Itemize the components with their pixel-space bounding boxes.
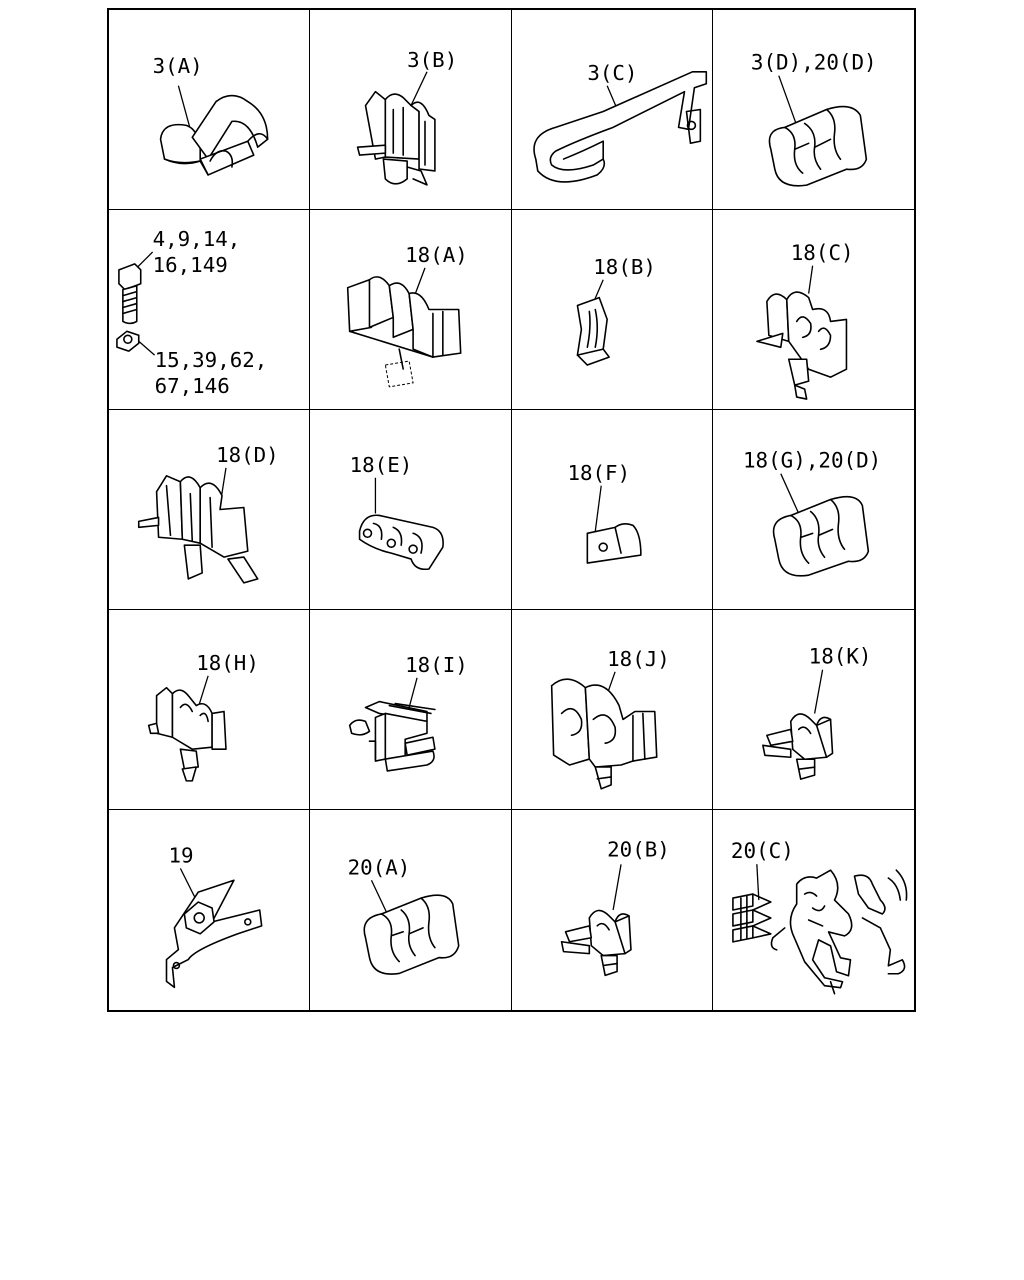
part-cell-19	[109, 810, 310, 1010]
part-cell-18j	[512, 610, 713, 810]
part-label: 18(J)	[606, 646, 670, 671]
part-cell-20b	[512, 810, 713, 1010]
part-label: 20(A)	[347, 855, 411, 880]
part-cell-18i	[310, 610, 511, 810]
part-cell-20a	[310, 810, 511, 1010]
part-cell-18e	[310, 410, 511, 610]
parts-grid	[107, 8, 916, 1012]
part-label: 18(H)	[196, 650, 259, 675]
clip-20a-drawing	[310, 810, 510, 1010]
clip-18d-drawing	[109, 410, 309, 609]
bolt-label-line-1: 4,9,14,	[152, 227, 241, 252]
part-cell-18d	[109, 410, 310, 610]
part-cell-18k	[713, 610, 914, 810]
bolt-nut-drawing	[109, 210, 309, 409]
clip-18a-drawing	[310, 210, 510, 409]
part-label: 3(A)	[152, 53, 203, 78]
part-cell-3c	[512, 10, 713, 210]
part-cell-18c	[713, 210, 914, 410]
part-label: 18(B)	[592, 254, 656, 279]
part-cell-18a	[310, 210, 511, 410]
clip-18c-drawing	[713, 210, 914, 409]
part-label: 18(A)	[405, 242, 469, 267]
part-cell-3a	[109, 10, 310, 210]
clip-3b-drawing	[310, 10, 510, 209]
part-label: 18(G),20(D)	[742, 448, 881, 473]
nut-label-line-1: 15,39,62,	[154, 347, 268, 372]
part-label: 19	[168, 843, 194, 868]
clip-18b-drawing	[512, 210, 712, 409]
part-cell-20c	[713, 810, 914, 1010]
part-label: 3(B)	[407, 47, 458, 72]
clip-18f-drawing	[512, 410, 712, 609]
clip-18j-drawing	[512, 610, 712, 809]
part-cell-18b	[512, 210, 713, 410]
part-label: 18(D)	[216, 442, 279, 467]
clip-20c-drawing	[713, 810, 914, 1010]
part-cell-18g	[713, 410, 914, 610]
bolt-label-line-2: 16,149	[152, 252, 228, 277]
clip-18g-drawing	[713, 410, 914, 609]
part-label: 3(D),20(D)	[750, 50, 877, 75]
part-label: 18(I)	[405, 652, 469, 677]
clip-3c-drawing	[512, 10, 712, 209]
part-cell-bolt-nut	[109, 210, 310, 410]
part-cell-18h	[109, 610, 310, 810]
clip-18i-drawing	[310, 610, 510, 809]
clip-18k-drawing	[713, 610, 914, 809]
clip-18h-drawing	[109, 610, 309, 809]
clip-18e-drawing	[310, 410, 510, 609]
nut-label-line-2: 67,146	[154, 373, 230, 398]
bracket-19-drawing	[109, 810, 309, 1010]
clip-20b-drawing	[512, 810, 712, 1010]
clip-3a-drawing	[109, 10, 309, 209]
clip-3d-drawing	[713, 10, 914, 209]
part-label: 18(E)	[349, 452, 413, 477]
part-cell-3b	[310, 10, 511, 210]
part-cell-3d	[713, 10, 914, 210]
part-label: 20(B)	[606, 837, 670, 862]
part-label: 3(C)	[586, 60, 637, 85]
part-label: 18(K)	[808, 644, 872, 669]
part-label: 18(F)	[567, 460, 630, 485]
part-label: 20(C)	[730, 839, 794, 864]
part-cell-18f	[512, 410, 713, 610]
part-label: 18(C)	[790, 240, 854, 265]
